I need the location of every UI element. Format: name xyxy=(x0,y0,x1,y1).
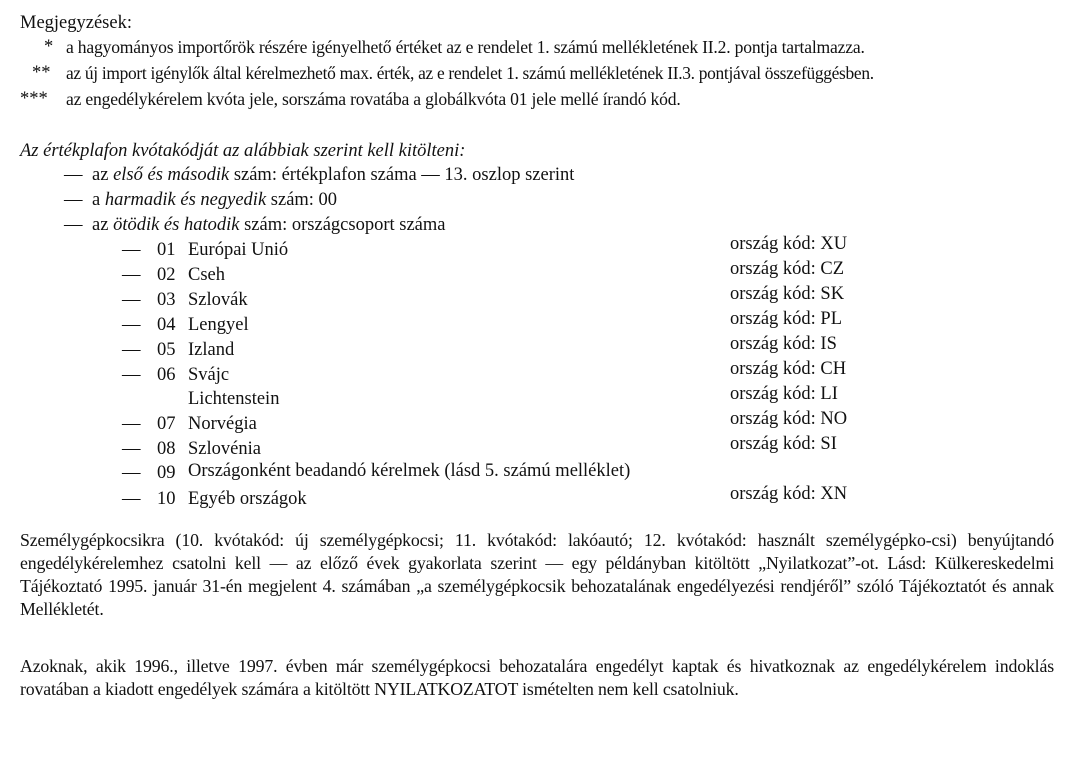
group-number: 03 xyxy=(157,290,176,310)
notes-heading: Megjegyzések: xyxy=(20,13,132,33)
rule-post: szám: értékplafon száma — 13. oszlop szerint xyxy=(229,165,575,185)
group-country-code: ország kód: CZ xyxy=(730,259,845,279)
rule-pre: az xyxy=(92,165,114,185)
group-country-code: ország kód: IS xyxy=(730,334,837,354)
group-number: 07 xyxy=(157,414,176,434)
group-dash: — xyxy=(122,315,141,335)
group-dash: — xyxy=(122,463,141,483)
note-text: a hagyományos importőrök részére igényelhető értéket az e rendelet 1. számú mellékletének II.2. pontja tartalmazza. xyxy=(66,37,865,57)
group-dash: — xyxy=(122,489,141,509)
rule-pre: a xyxy=(92,190,105,210)
note-symbol: *** xyxy=(20,89,48,109)
group-dash: — xyxy=(122,290,141,310)
group-name: Svájc xyxy=(188,365,230,385)
group-number: 08 xyxy=(157,439,176,459)
group-number: 05 xyxy=(157,340,176,360)
group-name: Egyéb országok xyxy=(188,489,307,509)
rule-dash: — xyxy=(64,215,83,235)
group-name: Norvégia xyxy=(188,414,257,434)
rule-line xyxy=(92,214,445,236)
group-name: Cseh xyxy=(188,265,225,285)
group-country-code: ország kód: SK xyxy=(730,284,845,304)
rule-post: szám: 00 xyxy=(266,190,338,210)
quota-intro: Az értékplafon kvótakódját az alábbiak szerint kell kitölteni: xyxy=(20,141,466,161)
rule-dash: — xyxy=(64,190,83,210)
rule-post: szám: országcsoport száma xyxy=(239,215,446,235)
group-name: Izland xyxy=(188,340,235,360)
rule-line xyxy=(92,164,574,186)
group-number: 10 xyxy=(157,489,176,509)
group-dash: — xyxy=(122,340,141,360)
group-name: Országonként beadandó kérelmek (lásd 5. számú melléklet) xyxy=(188,461,631,481)
note-symbol: ** xyxy=(32,63,51,83)
rule-italic: első és második xyxy=(113,165,230,185)
note-text: az új import igénylők által kérelmezhető max. érték, az e rendelet 1. számú mellékletének II.3. pontjával összefüggésben. xyxy=(66,63,874,83)
rule-line xyxy=(92,189,337,211)
group-name: Szlovák xyxy=(188,290,248,310)
rule-italic: harmadik és negyedik xyxy=(104,190,267,210)
group-name: Lengyel xyxy=(188,315,249,335)
group-country-code: ország kód: NO xyxy=(730,409,848,429)
group-dash: — xyxy=(122,265,141,285)
rule-pre: az xyxy=(92,215,114,235)
group-dash: — xyxy=(122,414,141,434)
group-country-code: ország kód: XU xyxy=(730,234,848,254)
note-text: az engedélykérelem kvóta jele, sorszáma rovatába a globálkvóta 01 jele mellé írandó kód. xyxy=(66,89,681,109)
rule-dash: — xyxy=(64,165,83,185)
group-name: Európai Unió xyxy=(188,240,289,260)
group-country-code: ország kód: PL xyxy=(730,309,843,329)
group-number: 06 xyxy=(157,365,176,385)
body-paragraph: Személygépkocsikra (10. kvótakód: új személygépkocsi; 11. kvótakód: lakóautó; 12. kvótakód: használt személygépko-csi) benyújtandó engedélykérelemhez csatolni kell — az előző évek gyakorlata szerint — egy példányban kitöltött „Nyilatkozat”-ot. Lásd: Külkereskedelmi Tájékoztató 1995. január 31-én megjelent 4. számában „a személygépkocsik behozatalának engedélyezési rendjéről” szóló Tájékoztatót és annak Mellékletét. xyxy=(20,530,1054,619)
group-number: 09 xyxy=(157,463,176,483)
group-country-code: ország kód: CH xyxy=(730,359,847,379)
group-name: Szlovénia xyxy=(188,439,261,459)
note-symbol: * xyxy=(44,37,54,57)
rule-italic: ötödik és hatodik xyxy=(113,215,240,235)
group-dash: — xyxy=(122,365,141,385)
group-name: Lichtenstein xyxy=(188,389,280,409)
group-number: 01 xyxy=(157,240,176,260)
group-dash: — xyxy=(122,439,141,459)
group-country-code: ország kód: SI xyxy=(730,434,837,454)
group-country-code: ország kód: LI xyxy=(730,384,838,404)
group-number: 04 xyxy=(157,315,176,335)
group-number: 02 xyxy=(157,265,176,285)
group-country-code: ország kód: XN xyxy=(730,484,848,504)
group-dash: — xyxy=(122,240,141,260)
body-paragraph: Azoknak, akik 1996., illetve 1997. évben már személygépkocsi behozatalára engedélyt kaptak és hivatkoznak az engedélykérelem indoklás rovatában a kiadott engedélyek számára a kitöltött NYILATKOZATOT ismételten nem kell csatolniuk. xyxy=(20,656,1054,699)
